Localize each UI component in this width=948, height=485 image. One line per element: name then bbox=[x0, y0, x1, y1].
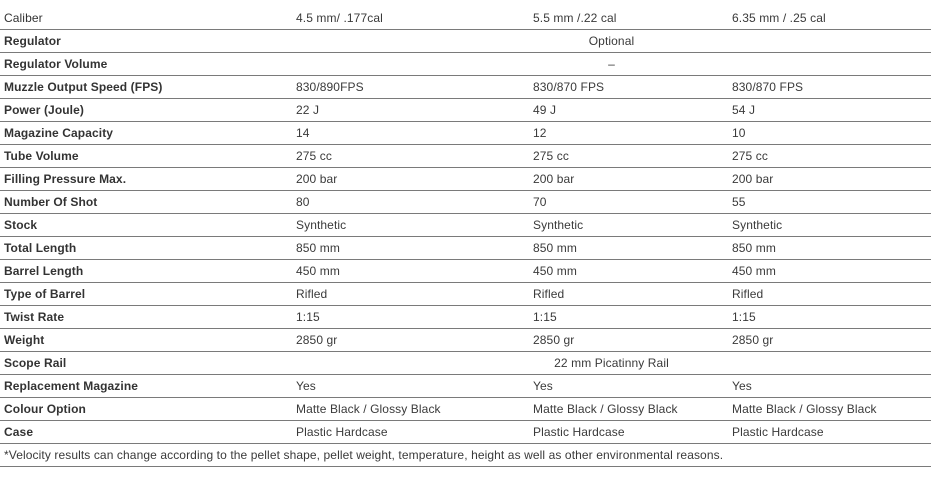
table-row-regulator-volume bbox=[0, 53, 931, 76]
filling-pressure-label: Filling Pressure Max. bbox=[0, 168, 292, 191]
stock-22: Synthetic bbox=[529, 214, 728, 237]
regulator-value: Optional bbox=[292, 30, 931, 53]
number-of-shot-22: 70 bbox=[529, 191, 728, 214]
table-row-case bbox=[0, 421, 931, 444]
case-25: Plastic Hardcase bbox=[728, 421, 931, 444]
twist-rate-22: 1:15 bbox=[529, 306, 728, 329]
muzzle-speed-label: Muzzle Output Speed (FPS) bbox=[0, 76, 292, 99]
regulator-volume-value: – bbox=[292, 53, 931, 76]
caliber-label: Caliber bbox=[0, 7, 292, 30]
table-row-muzzle-speed bbox=[0, 76, 931, 99]
total-length-177: 850 mm bbox=[292, 237, 529, 260]
magazine-capacity-label: Magazine Capacity bbox=[0, 122, 292, 145]
table-row-weight bbox=[0, 329, 931, 352]
barrel-type-25: Rifled bbox=[728, 283, 931, 306]
barrel-length-22: 450 mm bbox=[529, 260, 728, 283]
table-row-tube-volume bbox=[0, 145, 931, 168]
caliber-25: 6.35 mm / .25 cal bbox=[728, 7, 931, 30]
number-of-shot-177: 80 bbox=[292, 191, 529, 214]
replacement-magazine-25: Yes bbox=[728, 375, 931, 398]
table-row-stock bbox=[0, 214, 931, 237]
twist-rate-25: 1:15 bbox=[728, 306, 931, 329]
magazine-capacity-177: 14 bbox=[292, 122, 529, 145]
table-row-colour-option bbox=[0, 398, 931, 421]
table-row-scope-rail bbox=[0, 352, 931, 375]
regulator-volume-label: Regulator Volume bbox=[0, 53, 292, 76]
total-length-label: Total Length bbox=[0, 237, 292, 260]
barrel-type-22: Rifled bbox=[529, 283, 728, 306]
caliber-22: 5.5 mm /.22 cal bbox=[529, 7, 728, 30]
weight-25: 2850 gr bbox=[728, 329, 931, 352]
case-177: Plastic Hardcase bbox=[292, 421, 529, 444]
stock-177: Synthetic bbox=[292, 214, 529, 237]
table-row-regulator bbox=[0, 30, 931, 53]
table-row-footnote bbox=[0, 444, 931, 467]
tube-volume-177: 275 cc bbox=[292, 145, 529, 168]
table-row-barrel-length bbox=[0, 260, 931, 283]
velocity-footnote: *Velocity results can change according to the pellet shape, pellet weight, temperature, height as well as other environmental reasons. bbox=[0, 444, 931, 467]
table-row-number-of-shot bbox=[0, 191, 931, 214]
stock-label: Stock bbox=[0, 214, 292, 237]
power-22: 49 J bbox=[529, 99, 728, 122]
weight-177: 2850 gr bbox=[292, 329, 529, 352]
power-177: 22 J bbox=[292, 99, 529, 122]
table-row-barrel-type bbox=[0, 283, 931, 306]
colour-option-label: Colour Option bbox=[0, 398, 292, 421]
number-of-shot-25: 55 bbox=[728, 191, 931, 214]
replacement-magazine-label: Replacement Magazine bbox=[0, 375, 292, 398]
regulator-label: Regulator bbox=[0, 30, 292, 53]
table-row-filling-pressure bbox=[0, 168, 931, 191]
scope-rail-label: Scope Rail bbox=[0, 352, 292, 375]
barrel-length-25: 450 mm bbox=[728, 260, 931, 283]
case-22: Plastic Hardcase bbox=[529, 421, 728, 444]
colour-option-25: Matte Black / Glossy Black bbox=[728, 398, 931, 421]
power-label: Power (Joule) bbox=[0, 99, 292, 122]
filling-pressure-177: 200 bar bbox=[292, 168, 529, 191]
tube-volume-label: Tube Volume bbox=[0, 145, 292, 168]
caliber-177: 4.5 mm/ .177cal bbox=[292, 7, 529, 30]
table-row-twist-rate bbox=[0, 306, 931, 329]
colour-option-177: Matte Black / Glossy Black bbox=[292, 398, 529, 421]
muzzle-speed-177: 830/890FPS bbox=[292, 76, 529, 99]
muzzle-speed-22: 830/870 FPS bbox=[529, 76, 728, 99]
barrel-length-177: 450 mm bbox=[292, 260, 529, 283]
table-row-caliber bbox=[0, 7, 931, 30]
twist-rate-177: 1:15 bbox=[292, 306, 529, 329]
tube-volume-25: 275 cc bbox=[728, 145, 931, 168]
replacement-magazine-177: Yes bbox=[292, 375, 529, 398]
barrel-length-label: Barrel Length bbox=[0, 260, 292, 283]
number-of-shot-label: Number Of Shot bbox=[0, 191, 292, 214]
muzzle-speed-25: 830/870 FPS bbox=[728, 76, 931, 99]
weight-label: Weight bbox=[0, 329, 292, 352]
twist-rate-label: Twist Rate bbox=[0, 306, 292, 329]
total-length-22: 850 mm bbox=[529, 237, 728, 260]
tube-volume-22: 275 cc bbox=[529, 145, 728, 168]
filling-pressure-22: 200 bar bbox=[529, 168, 728, 191]
power-25: 54 J bbox=[728, 99, 931, 122]
barrel-type-label: Type of Barrel bbox=[0, 283, 292, 306]
weight-22: 2850 gr bbox=[529, 329, 728, 352]
barrel-type-177: Rifled bbox=[292, 283, 529, 306]
stock-25: Synthetic bbox=[728, 214, 931, 237]
table-row-magazine-capacity bbox=[0, 122, 931, 145]
specifications-table bbox=[0, 7, 931, 467]
colour-option-22: Matte Black / Glossy Black bbox=[529, 398, 728, 421]
table-row-total-length bbox=[0, 237, 931, 260]
total-length-25: 850 mm bbox=[728, 237, 931, 260]
filling-pressure-25: 200 bar bbox=[728, 168, 931, 191]
magazine-capacity-22: 12 bbox=[529, 122, 728, 145]
scope-rail-value: 22 mm Picatinny Rail bbox=[292, 352, 931, 375]
replacement-magazine-22: Yes bbox=[529, 375, 728, 398]
table-row-power bbox=[0, 99, 931, 122]
table-row-replacement-magazine bbox=[0, 375, 931, 398]
magazine-capacity-25: 10 bbox=[728, 122, 931, 145]
case-label: Case bbox=[0, 421, 292, 444]
